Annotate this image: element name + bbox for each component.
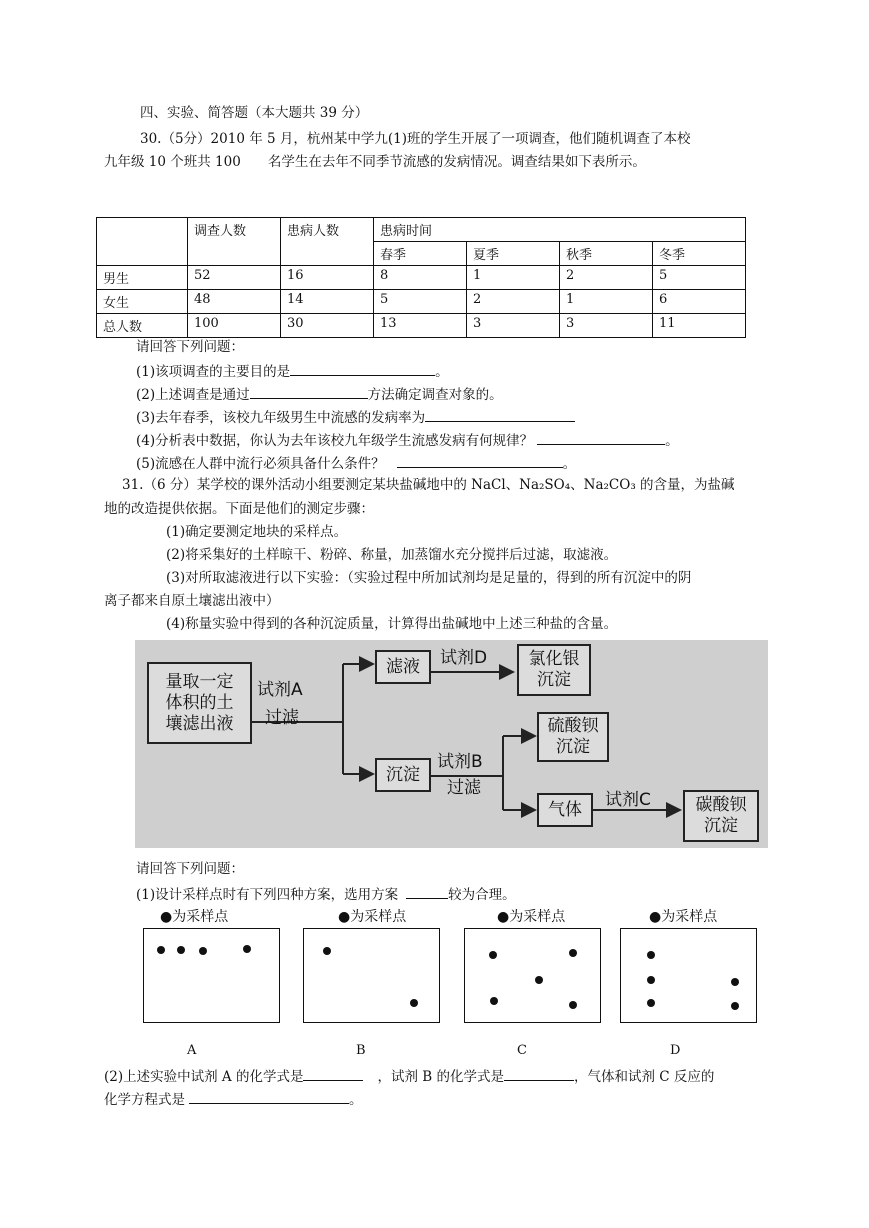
q31-sub2-line2 — [104, 1089, 363, 1109]
label-reagent-d: 试剂D — [440, 648, 488, 668]
sample-point — [490, 997, 498, 1005]
cell-winter: 5 — [653, 266, 746, 290]
label-reagent-b: 试剂B — [437, 752, 483, 772]
q31-intro-line1: 31.（6 分）某学校的课外活动小组要测定某块盐碱地中的 NaCl、Na₂SO₄、Na₂CO₃ 的含量，为盐碱 — [122, 477, 735, 493]
sample-label-a: ●为采样点 — [160, 909, 229, 925]
sample-label-b: ●为采样点 — [338, 909, 407, 925]
q30-sub1-end: 。 — [435, 364, 449, 380]
q30-sub4-text: (4)分析表中数据，你认为去年该校九年级学生流感发病有何规律？ — [136, 433, 534, 449]
q31-sub1-end: 较为合理。 — [448, 887, 516, 903]
sample-point — [731, 978, 739, 986]
q31-sub2-line1 — [104, 1066, 714, 1086]
cell-sick: 14 — [281, 290, 374, 314]
sample-point — [243, 945, 251, 953]
q31-step2: (2)将采集好的土样晾干、粉碎、称量，加蒸馏水充分搅拌后过滤，取滤液。 — [166, 547, 618, 563]
q31-sub2-text: (2)上述实验中试剂 A 的化学式是 — [104, 1069, 304, 1085]
answer-blank[interactable] — [189, 1089, 349, 1104]
q30-prompt: 请回答下列问题： — [136, 339, 244, 355]
cell-summer: 2 — [467, 290, 560, 314]
label-filter: 过滤 — [265, 708, 299, 728]
sample-point — [647, 976, 655, 984]
cell-summer: 1 — [467, 266, 560, 290]
sample-point — [199, 947, 207, 955]
sample-point — [731, 1002, 739, 1010]
q31-step3-line1: (3)对所取滤液进行以下实验：（实验过程中所加试剂均是足量的，得到的所有沉淀中的阴 — [166, 570, 692, 586]
gas-box: 气体 — [537, 793, 593, 827]
q31-step4: (4)称量实验中得到的各种沉淀质量，计算得出盐碱地中上述三种盐的含量。 — [166, 616, 618, 632]
cell-surveyed: 48 — [188, 290, 281, 314]
sample-label-c: ●为采样点 — [497, 909, 566, 925]
sample-scheme-a — [143, 928, 280, 1023]
q30-sub1-text: (1)该项调查的主要目的是 — [136, 364, 291, 380]
header-spring: 春季 — [374, 242, 467, 266]
q30-intro-line2: 九年级 10 个班共 100 名学生在去年不同季节流感的发病情况。调查结果如下表所示。 — [104, 154, 646, 170]
sample-point — [157, 946, 165, 954]
header-summer: 夏季 — [467, 242, 560, 266]
cell-autumn: 1 — [560, 290, 653, 314]
agcl-box — [517, 644, 591, 696]
header-autumn: 秋季 — [560, 242, 653, 266]
cell-surveyed: 52 — [188, 266, 281, 290]
baso4-line: 沉淀 — [556, 737, 590, 757]
baso4-line: 硫酸钡 — [547, 716, 599, 736]
baco3-line: 沉淀 — [704, 816, 738, 836]
cell-winter: 6 — [653, 290, 746, 314]
header-surveyed: 调查人数 — [188, 218, 281, 266]
cell-spring: 8 — [374, 266, 467, 290]
sample-point — [647, 999, 655, 1007]
start-box-line: 量取一定 — [165, 671, 234, 692]
sample-point — [489, 951, 497, 959]
cell-sick: 30 — [281, 314, 374, 338]
survey-table — [96, 217, 746, 338]
experiment-flow-diagram — [135, 640, 768, 848]
answer-blank[interactable] — [406, 884, 448, 899]
row-label: 女生 — [97, 290, 188, 314]
start-box-line: 体积的土 — [165, 692, 234, 713]
table-row — [97, 290, 746, 314]
option-letter-a: A — [187, 1043, 197, 1058]
start-box — [147, 662, 252, 744]
answer-blank[interactable] — [537, 430, 665, 445]
q30-sub3 — [136, 407, 575, 427]
q30-sub2-end: 方法确定调查对象的。 — [367, 387, 503, 403]
label-reagent-c: 试剂C — [605, 790, 651, 810]
sample-point — [410, 999, 418, 1007]
q30-sub2-text: (2)上述调查是通过 — [136, 387, 250, 403]
answer-blank[interactable] — [425, 407, 575, 422]
q31-sub2-text-b: ，试剂 B 的化学式是 — [377, 1069, 504, 1085]
sample-scheme-c — [464, 928, 601, 1023]
q31-intro-line2: 地的改造提供依据。下面是他们的测定步骤： — [104, 501, 374, 517]
option-letter-d: D — [670, 1043, 681, 1058]
table-row — [97, 314, 746, 338]
cell-spring: 5 — [374, 290, 467, 314]
precipitate-box: 沉淀 — [375, 758, 431, 792]
table-corner — [97, 218, 188, 266]
q30-sub4-end: 。 — [665, 433, 679, 449]
label-filter2: 过滤 — [447, 778, 481, 798]
q31-sub2-end: 。 — [349, 1092, 363, 1108]
q30-sub4 — [136, 430, 679, 450]
option-letter-c: C — [517, 1043, 527, 1058]
q31-sub2-text-c: ，气体和试剂 C 反应的 — [573, 1069, 715, 1085]
q30-sub5-text: (5)流感在人群中流行必须具备什么条件？ — [136, 456, 385, 472]
baco3-box — [683, 790, 759, 842]
sample-point — [177, 946, 185, 954]
cell-autumn: 2 — [560, 266, 653, 290]
q30-sub1 — [136, 361, 449, 381]
answer-blank[interactable] — [397, 453, 563, 468]
q31-prompt: 请回答下列问题： — [136, 861, 244, 877]
cell-winter: 11 — [653, 314, 746, 338]
q30-sub5-end: 。 — [562, 456, 577, 472]
agcl-line: 沉淀 — [537, 670, 571, 690]
baco3-line: 碳酸钡 — [695, 795, 747, 815]
sample-point — [535, 976, 543, 984]
sample-scheme-d — [620, 928, 757, 1023]
answer-blank[interactable] — [290, 361, 435, 376]
sample-point — [569, 1001, 577, 1009]
option-letter-b: B — [356, 1043, 366, 1058]
answer-blank[interactable] — [303, 1066, 363, 1081]
q31-step3-line2: 离子都来自原土壤滤出液中） — [104, 593, 280, 609]
sample-label-d: ●为采样点 — [649, 909, 718, 925]
q31-sub2-text-d: 化学方程式是 — [104, 1092, 185, 1108]
cell-autumn: 3 — [560, 314, 653, 338]
sample-scheme-b — [303, 928, 440, 1023]
label-reagent-a: 试剂A — [257, 680, 303, 700]
table-row — [97, 266, 746, 290]
baso4-box — [537, 712, 609, 762]
sample-point — [323, 947, 331, 955]
header-winter: 冬季 — [653, 242, 746, 266]
header-time: 患病时间 — [374, 218, 746, 242]
cell-sick: 16 — [281, 266, 374, 290]
row-label: 男生 — [97, 266, 188, 290]
header-sick: 患病人数 — [281, 218, 374, 266]
answer-blank[interactable] — [504, 1066, 574, 1081]
sample-point — [647, 951, 655, 959]
q30-sub5 — [136, 453, 576, 473]
start-box-line: 壤滤出液 — [165, 713, 234, 734]
q30-sub3-text: (3)去年春季，该校九年级男生中流感的发病率为 — [136, 410, 426, 426]
q31-sub1 — [136, 884, 516, 904]
sample-point — [569, 949, 577, 957]
cell-summer: 3 — [467, 314, 560, 338]
filtrate-box: 滤液 — [375, 650, 431, 684]
section-title: 四、实验、简答题（本大题共 39 分） — [140, 105, 369, 121]
q31-sub1-text: (1)设计采样点时有下列四种方案，选用方案 — [136, 887, 399, 903]
answer-blank[interactable] — [250, 384, 368, 399]
q30-sub2 — [136, 384, 503, 404]
row-label: 总人数 — [97, 314, 188, 338]
cell-spring: 13 — [374, 314, 467, 338]
q30-intro-line1: 30.（5分）2010 年 5 月，杭州某中学九(1)班的学生开展了一项调查，他们随机调查了本校 — [140, 131, 691, 147]
cell-surveyed: 100 — [188, 314, 281, 338]
q31-step1: (1)确定要测定地块的采样点。 — [166, 524, 348, 540]
agcl-line: 氯化银 — [528, 649, 580, 669]
